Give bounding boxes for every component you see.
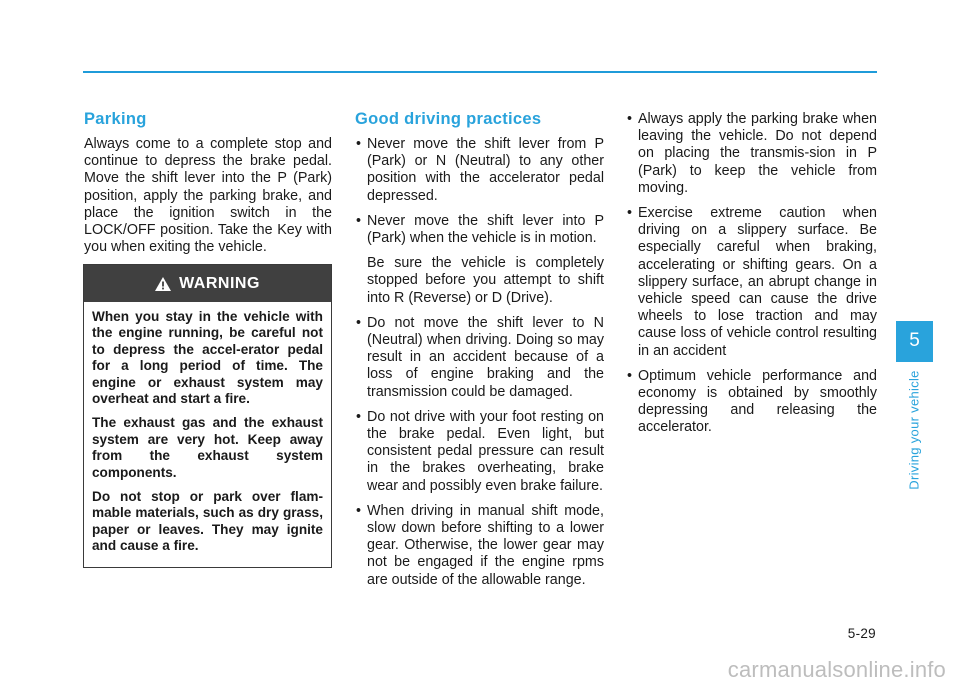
parking-heading: Parking xyxy=(84,110,147,128)
list-item xyxy=(355,315,604,401)
warning-paragraph: The exhaust gas and the exhaust system are very hot. Keep away from the exhaust system components. xyxy=(92,415,323,480)
chapter-label: Driving your vehicle xyxy=(906,370,922,490)
page-number: 5-29 xyxy=(847,626,876,641)
list-item xyxy=(355,503,604,589)
list-item-text: • Exercise extreme caution when driving on a slippery surface. Be especially careful when braking, accelerating or shifting gears. On a slippery surface, an abrupt change in vehicle speed can cause the drive wheels to lose traction and may cause loss of vehicle control resulting in an accident xyxy=(638,205,877,359)
watermark: carmanualsonline.info xyxy=(727,657,946,682)
parking-body: Always come to a complete stop and continue to depress the brake pedal. Move the shift lever into the P (Park) position, apply the parking brake, and place the ignition switch in the LOCK/OFF position. Take the Key with you when exiting the vehicle. xyxy=(84,136,332,256)
header-rule xyxy=(83,71,877,73)
warning-triangle-icon xyxy=(155,277,171,291)
list-item xyxy=(626,205,877,360)
list-item-text: • Do not drive with your foot resting on the brake pedal. Even light, but consistent pedal pressure can result in the brakes overheating, brake wear and possibly even brake failure. xyxy=(367,408,604,494)
warning-box xyxy=(83,264,332,568)
list-item xyxy=(355,213,604,307)
list-item-text: • Never move the shift lever into P (Park) when the vehicle is in motion. xyxy=(367,212,604,247)
chapter-tab xyxy=(896,321,933,362)
good-driving-list-col2 xyxy=(626,111,877,445)
good-driving-heading: Good driving practices xyxy=(355,110,542,128)
list-item-note: Be sure the vehicle is completely stopped before you attempt to shift into R (Reverse) or D (Drive). xyxy=(367,255,604,306)
parking-section xyxy=(84,136,332,264)
list-item-text: • Do not move the shift lever to N (Neutral) when driving. Doing so may result in an accident because of a loss of engine braking and the transmission could be damaged. xyxy=(367,314,604,400)
list-item xyxy=(355,136,604,205)
warning-body xyxy=(84,302,331,555)
chapter-number: 5 xyxy=(909,330,920,351)
list-item-text: • Optimum vehicle performance and economy is obtained by smoothly depressing and releasing the accelerator. xyxy=(638,367,877,436)
list-item xyxy=(355,409,604,495)
warning-paragraph: Do not stop or park over flam-mable materials, such as dry grass, paper or leaves. They may ignite and cause a fire. xyxy=(92,489,323,554)
list-item-text: • Never move the shift lever from P (Park) or N (Neutral) to any other position with the accelerator pedal depressed. xyxy=(367,136,604,204)
warning-header xyxy=(84,265,331,302)
list-item xyxy=(626,368,877,437)
list-item-text: • When driving in manual shift mode, slow down before shifting to a lower gear. Otherwise, the lower gear may not be engaged if the engine rpms are outside of the allowable range. xyxy=(367,502,604,588)
good-driving-list-col1 xyxy=(355,136,604,597)
warning-paragraph: When you stay in the vehicle with the engine running, be careful not to depress the accel-erator pedal for a long period of time. The engine or exhaust system may overheat and start a fire. xyxy=(92,309,323,407)
warning-title: WARNING xyxy=(179,274,260,292)
list-item-text: • Always apply the parking brake when leaving the vehicle. Do not depend on placing the transmis-sion in P (Park) to keep the vehicle from moving. xyxy=(638,111,877,196)
list-item xyxy=(626,111,877,197)
